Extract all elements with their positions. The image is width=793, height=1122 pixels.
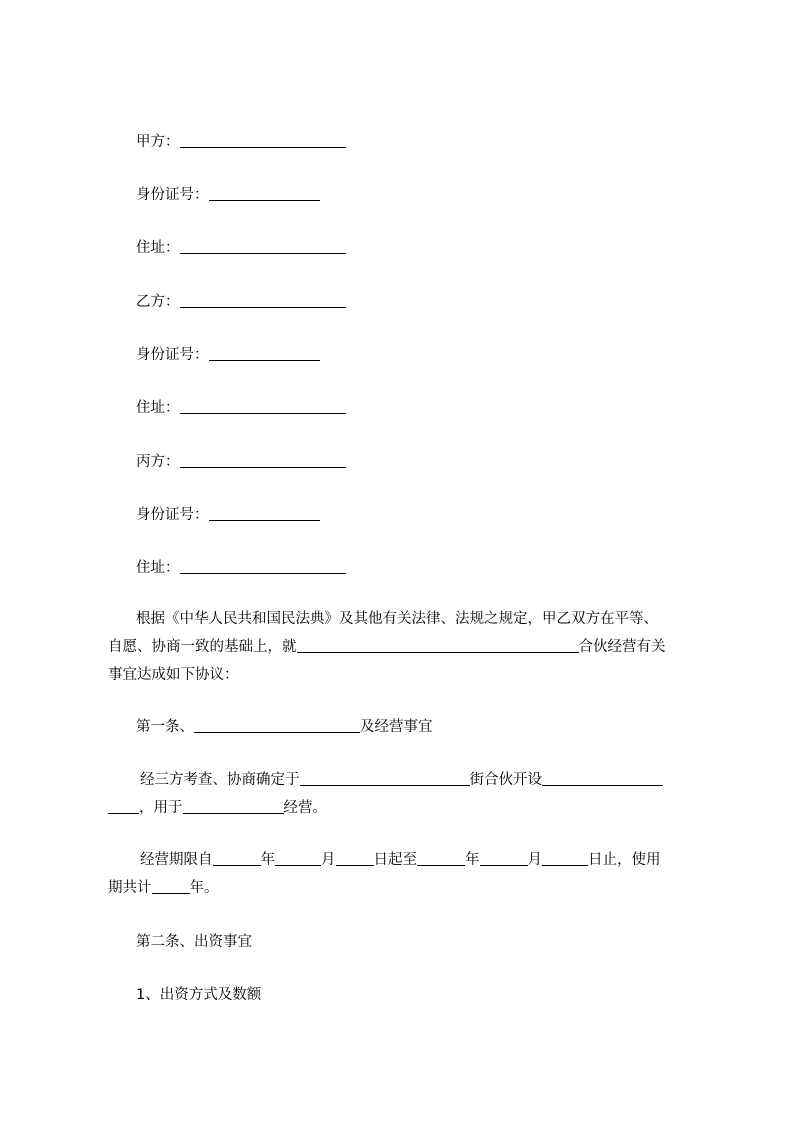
- party-a-id-line: [136, 185, 320, 205]
- party-a-label: 甲方：: [136, 134, 180, 150]
- party-b-address-label: 住址：: [136, 400, 180, 416]
- business-name-blank[interactable]: [297, 637, 579, 653]
- location-text-4: 经营。: [283, 800, 327, 816]
- term-text-3: 月: [321, 852, 336, 868]
- article-2-heading: 第二条、出资事宜: [136, 934, 252, 950]
- item-1-heading: 1、出资方式及数额: [136, 987, 262, 1003]
- location-paragraph: [108, 766, 708, 822]
- party-c-address-line: [136, 558, 346, 578]
- term-line-1: [108, 846, 708, 874]
- end-day-blank[interactable]: [542, 850, 588, 866]
- party-b-blank[interactable]: [180, 292, 346, 308]
- term-text-9: 年。: [189, 880, 219, 896]
- business-type-blank[interactable]: [183, 798, 284, 814]
- party-c-address-label: 住址：: [136, 560, 180, 576]
- shop-blank[interactable]: [542, 770, 663, 786]
- party-b-id-label: 身份证号：: [136, 347, 209, 363]
- term-text-5: 年: [465, 852, 480, 868]
- article-1-blank[interactable]: [194, 717, 360, 733]
- party-b-line: [136, 292, 346, 312]
- end-year-blank[interactable]: [417, 850, 465, 866]
- start-day-blank[interactable]: [336, 850, 374, 866]
- preamble-paragraph: [108, 605, 708, 689]
- party-c-address-blank[interactable]: [180, 558, 346, 574]
- party-c-label: 丙方：: [136, 454, 180, 470]
- total-years-blank[interactable]: [152, 878, 190, 894]
- party-a-address-line: [136, 238, 346, 258]
- party-b-address-blank[interactable]: [180, 398, 346, 414]
- location-line-1: [108, 766, 708, 794]
- party-a-address-blank[interactable]: [180, 238, 346, 254]
- term-paragraph: [108, 846, 708, 902]
- party-c-id-line: [136, 505, 320, 525]
- term-line-2: [108, 874, 708, 902]
- party-c-blank[interactable]: [180, 452, 346, 468]
- party-a-address-label: 住址：: [136, 240, 180, 256]
- shop-blank-continued[interactable]: [108, 798, 139, 814]
- preamble-line-3: 事宜达成如下协议：: [108, 667, 239, 683]
- party-b-id-blank[interactable]: [209, 345, 320, 361]
- street-blank[interactable]: [300, 770, 470, 786]
- term-text-1: 经营期限自: [140, 852, 213, 868]
- start-month-blank[interactable]: [275, 850, 321, 866]
- party-c-id-label: 身份证号：: [136, 507, 209, 523]
- party-b-address-line: [136, 398, 346, 418]
- party-a-id-label: 身份证号：: [136, 187, 209, 203]
- preamble-line-1: 根据《中华人民共和国民法典》及其他有关法律、法规之规定，甲乙双方在平等、: [136, 611, 658, 627]
- party-a-id-blank[interactable]: [209, 185, 320, 201]
- term-text-7: 日止，使用: [588, 852, 661, 868]
- term-text-4: 日起至: [373, 852, 417, 868]
- preamble-line-2: [108, 633, 708, 661]
- preamble-line-2-end: 合伙经营有关: [578, 639, 666, 655]
- party-c-id-blank[interactable]: [209, 505, 320, 521]
- start-year-blank[interactable]: [213, 850, 261, 866]
- article-1-heading: [136, 717, 433, 737]
- term-text-2: 年: [260, 852, 275, 868]
- article-1-suffix: 及经营事宜: [360, 719, 433, 735]
- location-text-1: 经三方考查、协商确定于: [140, 772, 300, 788]
- preamble-line-2-start: 自愿、协商一致的基础上，就: [108, 639, 297, 655]
- party-a-blank[interactable]: [180, 132, 346, 148]
- party-a-line: [136, 132, 346, 152]
- term-text-6: 月: [527, 852, 542, 868]
- end-month-blank[interactable]: [480, 850, 528, 866]
- party-b-id-line: [136, 345, 320, 365]
- location-line-2: [108, 794, 708, 822]
- party-c-line: [136, 452, 346, 472]
- location-text-3: ，用于: [139, 800, 183, 816]
- article-1-prefix: 第一条、: [136, 719, 194, 735]
- party-b-label: 乙方：: [136, 294, 180, 310]
- term-text-8: 期共计: [108, 880, 152, 896]
- location-text-2: 街合伙开设: [469, 772, 542, 788]
